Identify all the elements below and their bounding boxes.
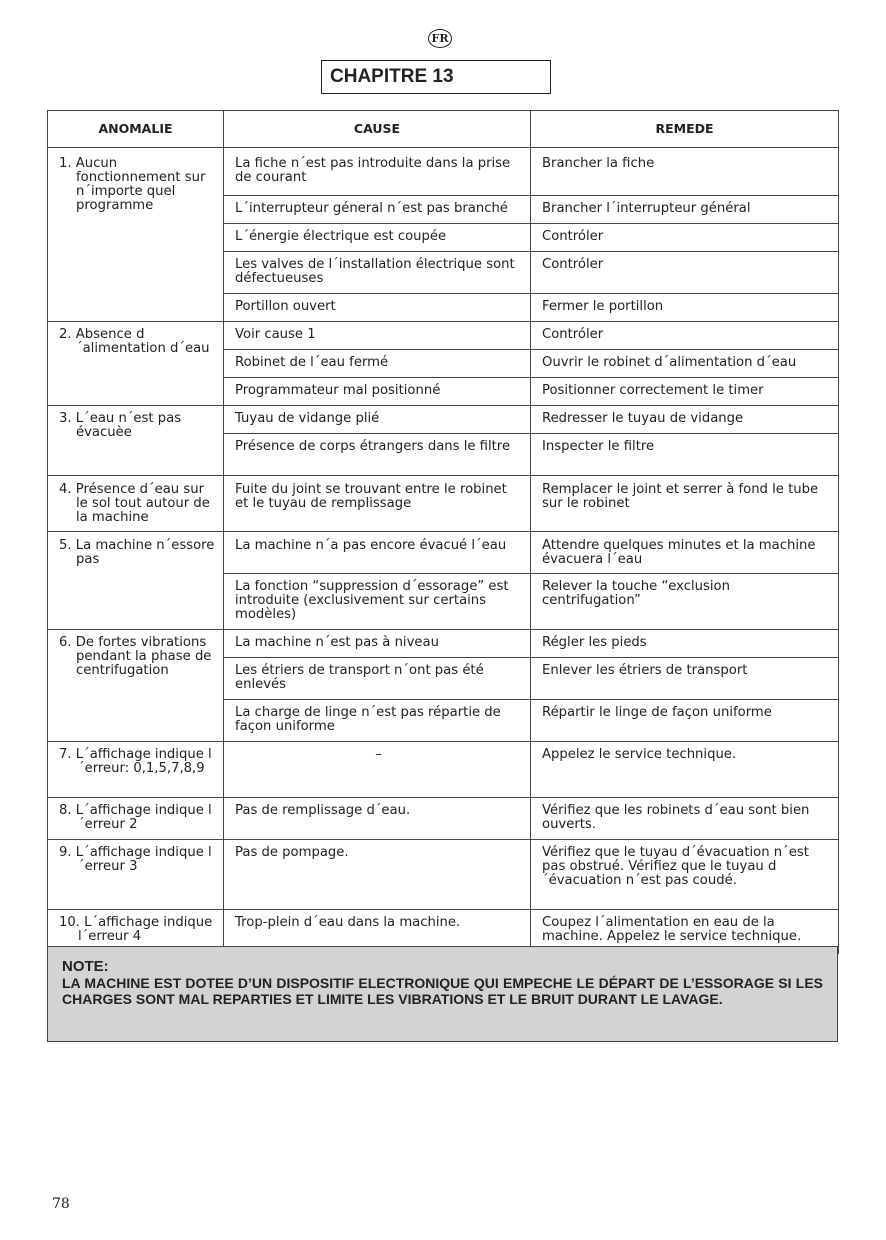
- remedy-cell: Fermer le portillon: [531, 294, 839, 322]
- anomaly-cell: 6. De fortes vibrations pendant la phase de centrifugation: [48, 630, 224, 742]
- anomaly-cell: 4. Présence d´eau sur le sol tout autour de la machine: [48, 476, 224, 532]
- remedy-cell: Inspecter le filtre: [531, 434, 839, 476]
- anomaly-cell: 9. L´affichage indique l´erreur 3: [48, 840, 224, 910]
- note-box: [47, 946, 838, 1042]
- cause-cell: Tuyau de vidange plié: [224, 406, 531, 434]
- remedy-cell: Vérifiez que les robinets d´eau sont bien ouverts.: [531, 798, 839, 840]
- cause-cell: Programmateur mal positionné: [224, 378, 531, 406]
- note-text: LA MACHINE EST DOTEE D’UN DISPOSITIF ELECTRONIQUE QUI EMPECHE LE DÉPART DE L’ESSORAGE SI LES CHARGES SONT MAL REPARTIES ET LIMITE LES VIBRATIONS ET LE BRUIT DURANT LE LAVAGE.: [62, 975, 823, 1007]
- cause-cell: Trop-plein d´eau dans la machine.: [224, 910, 531, 954]
- table-row: [48, 148, 839, 196]
- cause-cell: La charge de linge n´est pas répartie de façon uniforme: [224, 700, 531, 742]
- cause-cell: L´interrupteur géneral n´est pas branché: [224, 196, 531, 224]
- chapter-title: CHAPITRE 13: [321, 60, 551, 94]
- anomaly-cell: 2. Absence d´alimentation d´eau: [48, 322, 224, 406]
- column-header-anomaly: ANOMALIE: [48, 111, 224, 148]
- remedy-cell: Contróler: [531, 252, 839, 294]
- remedy-cell: Régler les pieds: [531, 630, 839, 658]
- remedy-cell: Redresser le tuyau de vidange: [531, 406, 839, 434]
- troubleshooting-table: [47, 110, 839, 954]
- table-row: [48, 798, 839, 840]
- table-row: [48, 476, 839, 532]
- cause-cell: L´énergie électrique est coupée: [224, 224, 531, 252]
- cause-cell: Les valves de l´installation électrique sont défectueuses: [224, 252, 531, 294]
- table-header-row: [48, 111, 839, 148]
- cause-cell: –: [224, 742, 531, 798]
- cause-cell: Présence de corps étrangers dans le filtre: [224, 434, 531, 476]
- cause-cell: Pas de remplissage d´eau.: [224, 798, 531, 840]
- remedy-cell: Relever la touche “exclusion centrifugation”: [531, 574, 839, 630]
- anomaly-cell: 3. L´eau n´est pas évacuèe: [48, 406, 224, 476]
- remedy-cell: Contróler: [531, 322, 839, 350]
- remedy-cell: Appelez le service technique.: [531, 742, 839, 798]
- cause-cell: Portillon ouvert: [224, 294, 531, 322]
- table-row: [48, 322, 839, 350]
- table-row: [48, 406, 839, 434]
- cause-cell: La machine n´est pas à niveau: [224, 630, 531, 658]
- language-badge: FR: [428, 29, 452, 48]
- column-header-cause: CAUSE: [224, 111, 531, 148]
- remedy-cell: Brancher l´interrupteur général: [531, 196, 839, 224]
- anomaly-cell: 1. Aucun fonctionnement sur n´importe quel programme: [48, 148, 224, 322]
- table-row: [48, 532, 839, 574]
- anomaly-cell: 10. L´affichage indique l´erreur 4: [48, 910, 224, 954]
- remedy-cell: Vérifiez que le tuyau d´évacuation n´est pas obstrué. Vérifiez que le tuyau d´évacuation n´est pas coudé.: [531, 840, 839, 910]
- cause-cell: Voir cause 1: [224, 322, 531, 350]
- remedy-cell: Enlever les étriers de transport: [531, 658, 839, 700]
- anomaly-cell: 7. L´affichage indique l´erreur: 0,1,5,7,8,9: [48, 742, 224, 798]
- remedy-cell: Ouvrir le robinet d´alimentation d´eau: [531, 350, 839, 378]
- anomaly-cell: 8. L´affichage indique l´erreur 2: [48, 798, 224, 840]
- remedy-cell: Contróler: [531, 224, 839, 252]
- remedy-cell: Positionner correctement le timer: [531, 378, 839, 406]
- cause-cell: La machine n´a pas encore évacué l´eau: [224, 532, 531, 574]
- remedy-cell: Attendre quelques minutes et la machine évacuera l´eau: [531, 532, 839, 574]
- table-row: [48, 840, 839, 910]
- cause-cell: La fonction “suppression d´essorage” est introduite (exclusivement sur certains modèles): [224, 574, 531, 630]
- remedy-cell: Répartir le linge de façon uniforme: [531, 700, 839, 742]
- table-row: [48, 742, 839, 798]
- remedy-cell: Coupez l´alimentation en eau de la machine. Appelez le service technique.: [531, 910, 839, 954]
- cause-cell: Pas de pompage.: [224, 840, 531, 910]
- cause-cell: Les étriers de transport n´ont pas été enlevés: [224, 658, 531, 700]
- table-row: [48, 630, 839, 658]
- note-title: NOTE:: [62, 958, 109, 975]
- remedy-cell: Remplacer le joint et serrer à fond le tube sur le robinet: [531, 476, 839, 532]
- cause-cell: Fuite du joint se trouvant entre le robinet et le tuyau de remplissage: [224, 476, 531, 532]
- page-number: 78: [52, 1196, 70, 1212]
- column-header-remedy: REMEDE: [531, 111, 839, 148]
- cause-cell: Robinet de l´eau fermé: [224, 350, 531, 378]
- remedy-cell: Brancher la fiche: [531, 148, 839, 196]
- cause-cell: La fiche n´est pas introduite dans la prise de courant: [224, 148, 531, 196]
- anomaly-cell: 5. La machine n´essore pas: [48, 532, 224, 630]
